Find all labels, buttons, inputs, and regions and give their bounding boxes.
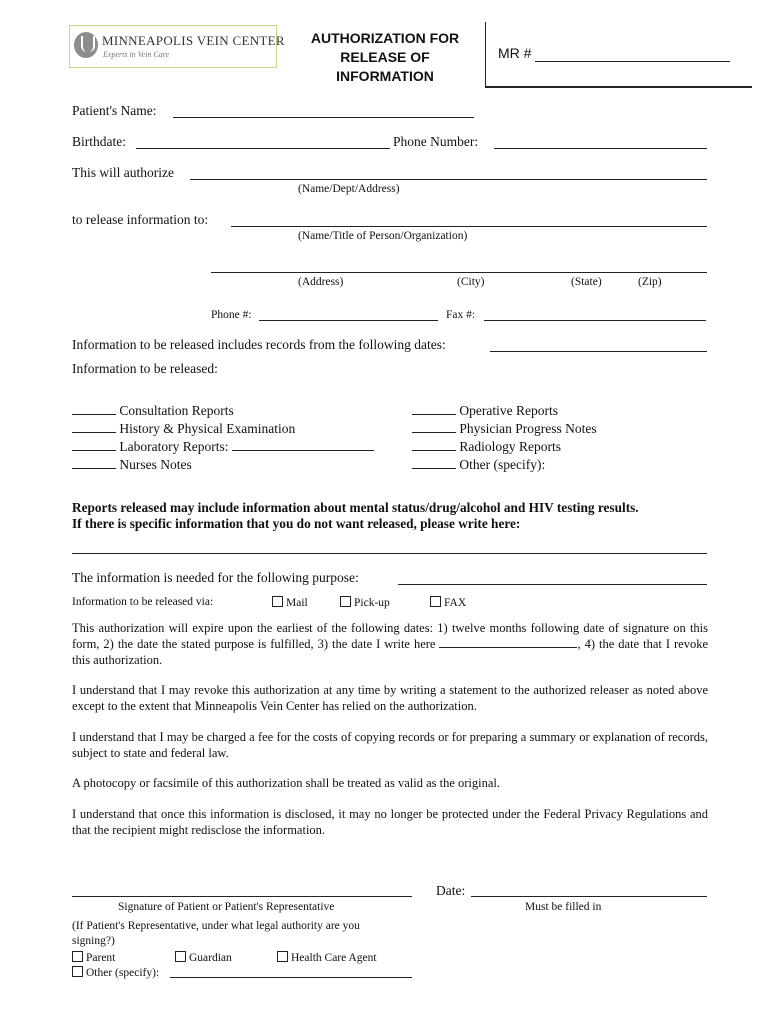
mr-field[interactable]: [535, 61, 730, 62]
date-label: Date:: [436, 883, 466, 898]
title-line-3: INFORMATION: [336, 68, 434, 84]
logo-name: MINNEAPOLIS VEIN CENTER: [102, 33, 285, 48]
via-mail[interactable]: Mail: [272, 596, 308, 609]
via-pickup[interactable]: Pick-up: [340, 596, 390, 609]
authorize-field[interactable]: [190, 179, 707, 180]
authorize-caption: (Name/Dept/Address): [298, 183, 400, 195]
privacy-paragraph: I understand that once this information is disclosed, it may no longer be protected under the Federal Privacy Regulations and that the recipient might redisclose the information.: [72, 807, 708, 837]
state-caption: (State): [571, 276, 602, 288]
address-field[interactable]: [211, 272, 707, 273]
patient-name-field[interactable]: [173, 117, 474, 118]
mr-label: MR #: [498, 45, 532, 61]
other-authority-field[interactable]: [170, 977, 412, 978]
fax-hash-field[interactable]: [484, 320, 706, 321]
pickup-checkbox[interactable]: [340, 596, 351, 607]
revoke-paragraph: I understand that I may revoke this authorization at any time by writing a statement to the authorized releaser as noted above except to the extent that Minneapolis Vein Center has relied on the authorization.: [72, 683, 708, 713]
expiration-date-field[interactable]: [439, 637, 577, 648]
fee-paragraph: I understand that I may be charged a fee for the costs of copying records or for preparing a summary or explanation of records, subject to state and federal law.: [72, 730, 708, 760]
logo-icon-mark: [81, 36, 95, 52]
guardian-checkbox[interactable]: [175, 951, 186, 962]
city-caption: (City): [457, 276, 485, 288]
authorize-label: This will authorize: [72, 165, 174, 180]
title-line-2: RELEASE OF: [340, 49, 430, 65]
photocopy-paragraph: A photocopy or facsimile of this authorization shall be treated as valid as the original.: [72, 776, 501, 790]
phone-number-field[interactable]: [494, 148, 707, 149]
mail-checkbox[interactable]: [272, 596, 283, 607]
specific-info-field[interactable]: [72, 553, 707, 554]
purpose-label: The information is needed for the following purpose:: [72, 570, 359, 585]
zip-caption: (Zip): [638, 276, 662, 288]
warning-line-1: Reports released may include information about mental status/drug/alcohol and HIV testing results.: [72, 500, 639, 515]
warning-text: [72, 500, 639, 532]
expiration-paragraph: This authorization will expire upon the earliest of the following dates: 1) twelve months following date of signature on this form, 2) the date the stated purpose is fulfilled, 3) the date I write here , 4) the date that I revoke this authorization.: [72, 621, 709, 667]
fax-hash-label: Fax #:: [446, 309, 476, 321]
title-line-1: AUTHORIZATION FOR: [310, 30, 460, 46]
birthdate-field[interactable]: [136, 148, 390, 149]
authority-parent[interactable]: Parent: [72, 951, 115, 964]
check-operative[interactable]: Operative Reports: [412, 402, 597, 420]
agent-checkbox[interactable]: [277, 951, 288, 962]
phone-hash-label: Phone #:: [211, 309, 252, 321]
dates-field[interactable]: [490, 351, 707, 352]
phone-number-label: Phone Number:: [393, 134, 479, 149]
release-to-field[interactable]: [231, 226, 707, 227]
release-to-label: to release information to:: [72, 212, 209, 227]
other-checkbox[interactable]: [72, 966, 83, 977]
info-label: Information to be released:: [72, 361, 218, 376]
date-caption: Must be filled in: [525, 901, 602, 913]
check-consultation[interactable]: Consultation Reports: [72, 402, 374, 420]
date-field[interactable]: [471, 896, 707, 897]
fax-checkbox[interactable]: [430, 596, 441, 607]
check-nurses-notes[interactable]: Nurses Notes: [72, 456, 374, 474]
signature-field[interactable]: [72, 896, 412, 897]
checklist-right: [412, 402, 597, 474]
birthdate-label: Birthdate:: [72, 134, 126, 149]
header-divider-vertical: [485, 22, 486, 86]
checklist-left: [72, 402, 374, 474]
warning-line-2: If there is specific information that you do not want released, please write here:: [72, 516, 521, 531]
signature-caption: Signature of Patient or Patient's Representative: [118, 901, 335, 913]
address-caption: (Address): [298, 276, 344, 288]
logo-tagline: Experts in Vein Care: [103, 50, 170, 59]
patient-name-label: Patient's Name:: [72, 103, 157, 118]
representative-note: (If Patient's Representative, under what legal authority are you signing?): [72, 920, 360, 947]
logo: [69, 25, 285, 68]
authority-guardian[interactable]: Guardian: [175, 951, 232, 964]
check-progress-notes[interactable]: Physician Progress Notes: [412, 420, 597, 438]
parent-checkbox[interactable]: [72, 951, 83, 962]
check-laboratory[interactable]: Laboratory Reports:: [72, 438, 374, 456]
purpose-field[interactable]: [398, 584, 707, 585]
release-to-caption: (Name/Title of Person/Organization): [298, 230, 468, 242]
phone-hash-field[interactable]: [259, 320, 438, 321]
header-divider-horizontal: [485, 86, 752, 88]
form-title: [300, 29, 470, 86]
check-other[interactable]: Other (specify):: [412, 456, 597, 474]
dates-label: Information to be released includes records from the following dates:: [72, 337, 446, 352]
via-fax[interactable]: FAX: [430, 596, 466, 609]
check-radiology[interactable]: Radiology Reports: [412, 438, 597, 456]
via-label: Information to be released via:: [72, 596, 214, 608]
check-history-physical[interactable]: History & Physical Examination: [72, 420, 374, 438]
authority-agent[interactable]: Health Care Agent: [277, 951, 377, 964]
authority-other[interactable]: Other (specify):: [72, 966, 159, 979]
